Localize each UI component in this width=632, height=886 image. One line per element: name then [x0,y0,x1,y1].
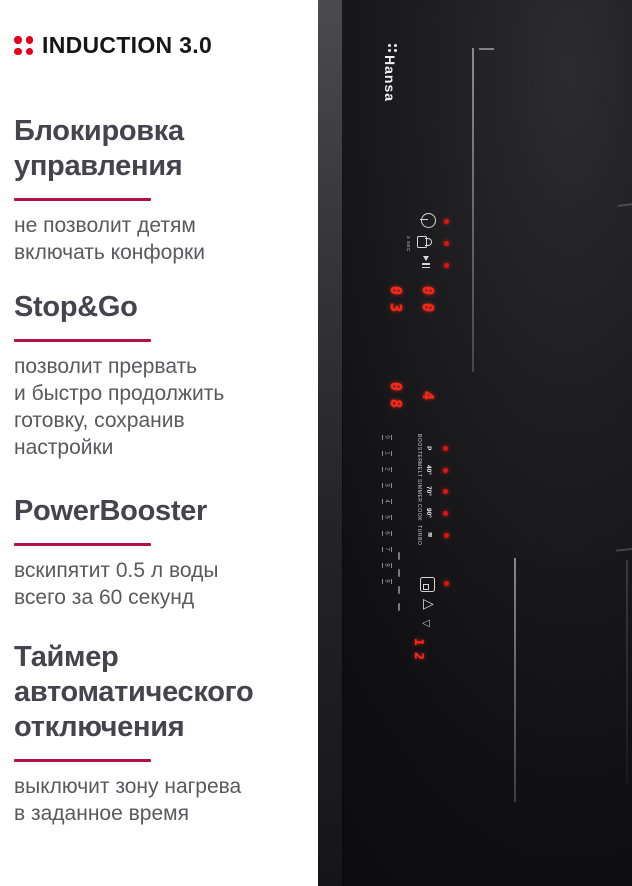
feature-section [14,114,312,266]
preset-label: TURBO [416,524,422,546]
zone-divider-tick [479,48,494,50]
dashed-mark [398,552,400,560]
dashed-mark [398,586,400,594]
preset-melt [416,460,448,480]
power-icon [421,213,436,228]
zone-divider-line [472,48,474,372]
scale-number: 7 [383,547,390,551]
preset-label: BOOSTER [416,433,422,463]
scale-tick [391,483,392,488]
scale-tick [391,499,392,504]
timer-led [444,581,449,586]
feature-section [14,290,312,461]
timer-icon [420,577,435,592]
preset-symbol-icon: 90° [425,508,432,518]
preset-label: SIMMER [416,479,422,503]
seven-seg-digit: 0 [419,302,437,313]
display-timer [412,636,426,662]
display-front-left [388,379,405,411]
preset-led [443,446,448,451]
scale-tick [391,515,392,520]
lock-label: 3 SEC [406,236,411,253]
lock-body [417,236,427,248]
scale-number: 9 [383,579,390,583]
dashed-mark [398,569,400,577]
zone-mark-faint [626,560,628,785]
cooktop-edge [318,0,343,886]
scale-number: 3 [383,483,390,487]
display-front-right [420,388,437,403]
power-scale-mark [382,513,392,521]
feature-description: вскипятит 0.5 л воды всего за 60 секунд [14,559,219,609]
seven-seg-digit: 8 [387,398,405,409]
preset-led [443,511,448,516]
feature-title: PowerBooster [14,495,207,527]
stop-and-go-led [444,263,449,268]
lock-led [444,241,449,246]
feature-section [14,640,312,827]
scale-number: 5 [383,515,390,519]
zone-mark-faint [618,201,632,207]
feature-underline [14,759,151,762]
scale-tick [391,467,392,472]
power-scale-mark [382,465,392,473]
induction-logo [14,32,212,59]
pause-bar [422,267,430,269]
scale-number: 2 [383,467,390,471]
hansa-logo [382,44,404,102]
seven-seg-digit: 2 [412,651,426,661]
preset-turbo [416,525,449,545]
seven-seg-digit: 3 [387,302,405,313]
scale-tick [391,531,392,536]
zone-divider-line-2 [514,558,516,802]
feature-title: Stop&Go [14,291,138,323]
scale-number: 8 [383,563,390,567]
seven-seg-digit: 0 [387,285,405,296]
display-rear-right [420,283,437,315]
power-scale-mark [382,561,392,569]
preset-booster [416,433,448,463]
scale-number: 6 [383,531,390,535]
seven-seg-digit: 1 [412,637,426,647]
preset-label: MELT [416,462,422,478]
seven-seg-digit: 4 [419,390,437,401]
preset-symbol-icon: 70° [425,486,432,496]
seven-seg-digit: 0 [387,381,405,392]
scale-number: 4 [383,499,390,503]
scale-tick [391,579,392,584]
power-scale-mark [382,545,392,553]
scale-tick [391,435,392,440]
feature-title: Блокировка управления [14,115,184,182]
scale-number: 1 [383,451,390,455]
feature-description: выключит зону нагрева в заданное время [14,775,242,825]
preset-led [443,468,448,473]
dashed-mark [398,603,400,611]
power-scale-mark [382,529,392,537]
stop-and-go-icon [419,256,433,270]
power-scale-mark [382,577,392,585]
scale-number: 0 [383,435,390,439]
preset-simmer [416,481,448,501]
play-triangle [423,256,429,261]
scale-tick [391,563,392,568]
scale-tick [391,451,392,456]
feature-section [14,494,312,611]
hansa-logo-dots-icon [388,44,398,52]
hansa-logo-text: Hansa [382,55,398,103]
induction-logo-dots-icon [14,36,33,55]
cooktop-photo [318,0,632,886]
power-led [444,219,449,224]
induction-title: INDUCTION 3.0 [42,32,213,58]
power-scale-mark [382,449,392,457]
display-rear-left [388,283,405,315]
feature-underline [14,198,151,201]
preset-led [444,533,449,538]
preset-symbol-icon: 40° [425,465,432,475]
scale-tick [391,547,392,552]
preset-symbol-icon: ≋ [426,532,433,538]
seven-seg-digit: 0 [419,285,437,296]
feature-title: Таймер автоматического отключения [14,641,254,743]
power-scale-mark [382,497,392,505]
timer-plus-arrow-icon: ▷ [423,595,434,611]
timer-minus-arrow-icon: ◁ [422,618,430,629]
feature-description: позволит прервать и быстро продолжить готовку, сохранив настройки [14,355,225,459]
pause-bar [422,263,430,265]
preset-symbol-icon: P [425,445,432,451]
preset-cook [416,503,448,523]
power-scale-mark [382,481,392,489]
zone-mark-faint [616,546,632,551]
preset-led [443,489,448,494]
feature-underline [14,543,151,546]
power-scale-mark [382,433,392,441]
feature-description: не позволит детям включать конфорки [14,214,205,264]
feature-underline [14,339,151,342]
preset-label: COOK [416,504,422,522]
lock-icon [418,234,432,248]
